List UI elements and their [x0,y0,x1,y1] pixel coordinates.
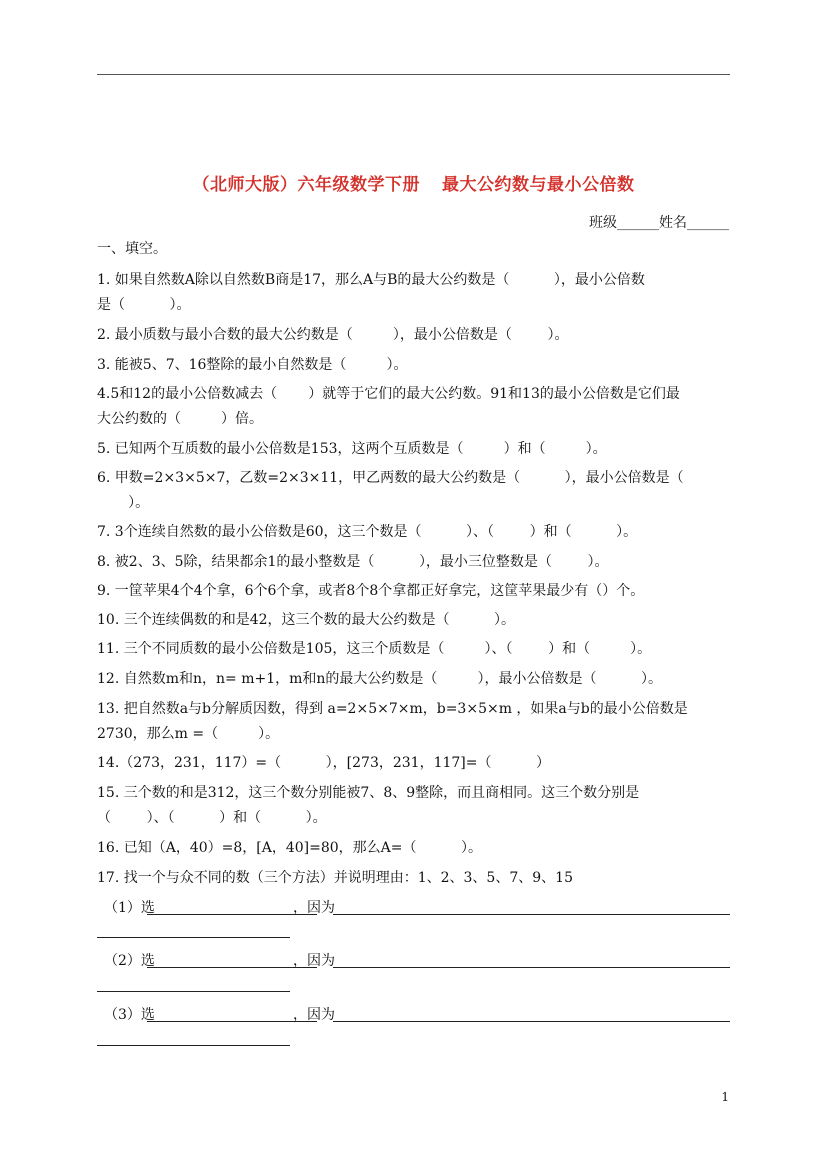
answer-row [97,950,730,972]
class-name-line: 班级______姓名______ [589,215,729,231]
answer-label: （3）选 [104,1007,155,1023]
title-left: （北师大版）六年级数学下册 [192,175,420,195]
question-line: 7. 3个连续自然数的最小公倍数是60，这三个数是（ ）、（ ）和（ ）。 [97,524,638,540]
because-label: ，因为 [293,900,335,916]
question-line: 14.（273，231，117）=（ ），[273，231，117]=（ ） [97,755,550,771]
question-line: 2730，那么m =（ ）。 [97,726,280,742]
question-line: 16. 已知（A，40）=8，[A，40]=80，那么A=（ ）。 [97,840,483,856]
question-line: 1. 如果自然数A除以自然数B商是17，那么A与B的最大公约数是（ ），最小公倍数 [97,272,645,288]
question-line: 4.5和12的最小公倍数减去（ ）就等于它们的最大公约数。91和13的最小公倍数是它们最 [97,386,680,402]
question-line: 8. 被2、3、5除，结果都余1的最小整数是（ ），最小三位整数是（ ）。 [97,554,609,570]
answer-blank[interactable] [147,1021,317,1022]
question-line: 12. 自然数m和n，n= m+1，m和n的最大公约数是（ ），最小公倍数是（ ）。 [97,671,662,687]
question-line: ）。 [97,495,150,511]
question-line: （ ）、（ ）和（ ）。 [97,810,327,826]
answer-row [97,1004,730,1026]
answer-label: （1）选 [104,900,155,916]
question-line: 是（ ）。 [97,297,191,313]
because-label: ，因为 [293,953,335,969]
question-line: 13. 把自然数a与b分解质因数，得到 a=2×5×7×m，b=3×5×m ，如果a与b的最小公倍数是 [97,701,688,717]
answer-blank[interactable] [147,967,317,968]
question-line: 大公约数的（ ）倍。 [97,411,264,427]
reason-continuation-blank[interactable] [97,937,290,938]
title-right: 最大公约数与最小公倍数 [442,175,635,195]
because-label: ，因为 [293,1007,335,1023]
reason-continuation-blank[interactable] [97,991,290,992]
reason-continuation-blank[interactable] [97,1045,290,1046]
header-rule [97,74,730,75]
answer-row [97,897,730,919]
question-line: 15. 三个数的和是312，这三个数分别能被7、8、9整除，而且商相同。这三个数分别是 [97,785,640,801]
reason-blank[interactable] [333,967,730,968]
question-line: 5. 已知两个互质数的最小公倍数是153，这两个互质数是（ ）和（ ）。 [97,441,607,457]
section-heading: 一、填空。 [97,241,167,257]
question-line: 2. 最小质数与最小合数的最大公约数是（ ），最小公倍数是（ ）。 [97,327,569,343]
reason-blank[interactable] [333,914,730,915]
question-line: 17. 找一个与众不同的数（三个方法）并说明理由：1、2、3、5、7、9、15 [97,870,573,886]
answer-label: （2）选 [104,953,155,969]
question-line: 3. 能被5、7、16整除的最小自然数是（ ）。 [97,357,408,373]
question-line: 11. 三个不同质数的最小公倍数是105，这三个质数是（ ）、（ ）和（ ）。 [97,641,652,657]
reason-blank[interactable] [333,1021,730,1022]
answer-blank[interactable] [147,914,317,915]
question-line: 9. 一筐苹果4个4个拿，6个6个拿，或者8个8个拿都正好拿完，这筐苹果最少有（）个。 [97,583,645,599]
question-line: 10. 三个连续偶数的和是42，这三个数的最大公约数是（ ）。 [97,612,516,628]
question-line: 6. 甲数=2×3×5×7，乙数=2×3×11，甲乙两数的最大公约数是（ ），最小公倍数是（ [97,470,684,486]
page-number: 1 [721,1090,729,1104]
page-title [0,170,827,195]
